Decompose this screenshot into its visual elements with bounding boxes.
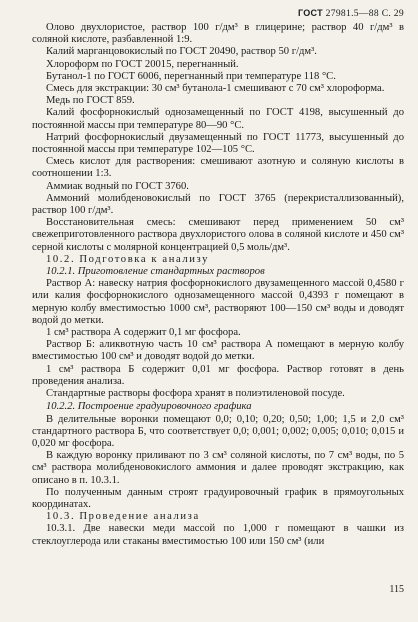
paragraph: Бутанол-1 по ГОСТ 6006, перегнанный при температуре 118 °С. — [46, 70, 336, 82]
paragraph: В каждую воронку приливают по 3 см³ соляной кислоты, по 7 см³ воды, по 5 см³ раствора молибденовокислого аммония и далее проводят экстракцию, как описано в п. 10.3.1. — [32, 450, 404, 486]
paragraph: 1 см³ раствора Б содержит 0,01 мг фосфора. Раствор готовят в день проведения анализа. — [32, 363, 404, 387]
paragraph: 10.3.1. Две навески меди массой по 1,000 г помещают в чашки из стеклоуглерода или стаканы вместимостью 100 или 150 см³ (или — [32, 523, 404, 547]
paragraph: 10.2. Подготовка к анализу — [46, 253, 210, 265]
paragraph: Калий фосфорнокислый однозамещенный по ГОСТ 4198, высушенный до постоянной массы при температуре 80—90 °С. — [32, 107, 404, 131]
paragraph: Аммиак водный по ГОСТ 3760. — [46, 180, 189, 192]
paragraph: В делительные воронки помещают 0,0; 0,10; 0,20; 0,50; 1,00; 1,5 и 2,0 см³ стандартного раствора Б, что соответствует 0,0; 0,001; 0,002; 0,005; 0,010; 0,015 и 0,020 мг фосфора. — [32, 413, 404, 449]
paragraph: Натрий фосфорнокислый двузамещенный по ГОСТ 11773, высушенный до постоянной массы при температуре 102—105 °С. — [32, 131, 404, 156]
paragraph: Смесь кислот для растворения: смешивают азотную и соляную кислоты в соотношении 1:3. — [32, 156, 404, 180]
paragraph: Восстановительная смесь: смешивают перед применением 50 см³ свежеприготовленного раствора двухлористого олова в соляной кислоте и 450 см³ серной кислоты с молярной концентрацией 0,5 моль/дм³. — [32, 217, 404, 253]
body-text — [32, 22, 404, 548]
header-number: 27981.5—88 — [325, 8, 379, 19]
paragraph: Калий марганцовокислый по ГОСТ 20490, раствор 50 г/дм³. — [46, 46, 317, 58]
header-page-ref: С. 29 — [381, 8, 404, 19]
paragraph: 1 см³ раствора А содержит 0,1 мг фосфора. — [46, 327, 241, 339]
paragraph: 10.2.2. Построение градуировочного графика — [46, 401, 252, 413]
paragraph: Раствор А: навеску натрия фосфорнокислого двузамещенного массой 0,4580 г или калия фосфорнокислого однозамещенного массой 0,4393 г помещают в мерную колбу вместимостью 1000 см³, растворяют 100—150 см³ воды и доводят водой до метки. — [32, 278, 404, 326]
paragraph: 10.2.1. Приготовление стандартных растворов — [46, 266, 265, 278]
header-standard: ГОСТ — [297, 8, 323, 18]
paragraph: По полученным данным строят градуировочный график в прямоугольных координатах. — [32, 486, 404, 510]
paragraph: Медь по ГОСТ 859. — [46, 95, 135, 107]
page-header — [32, 6, 404, 22]
paragraph: Стандартные растворы фосфора хранят в полиэтиленовой посуде. — [46, 388, 345, 400]
paragraph: Олово двухлористое, раствор 100 г/дм³ в глицерине; раствор 40 г/дм³ в соляной кислоте, разбавленной 1:9. — [32, 22, 404, 46]
page-number: 115 — [389, 584, 404, 595]
paragraph: Смесь для экстракции: 30 см³ бутанола-1 смешивают с 70 см³ хлороформа. — [46, 83, 385, 95]
paragraph: Аммоний молибденовокислый по ГОСТ 3765 (перекристаллизованный), раствор 100 г/дм³. — [32, 192, 404, 217]
paragraph: Хлороформ по ГОСТ 20015, перегнанный. — [46, 58, 239, 70]
paragraph: Раствор Б: аликвотную часть 10 см³ раствора А помещают в мерную колбу вместимостью 100 см³ и доводят водой до метки. — [32, 339, 404, 363]
paragraph: 10.3. Проведение анализа — [46, 511, 200, 523]
